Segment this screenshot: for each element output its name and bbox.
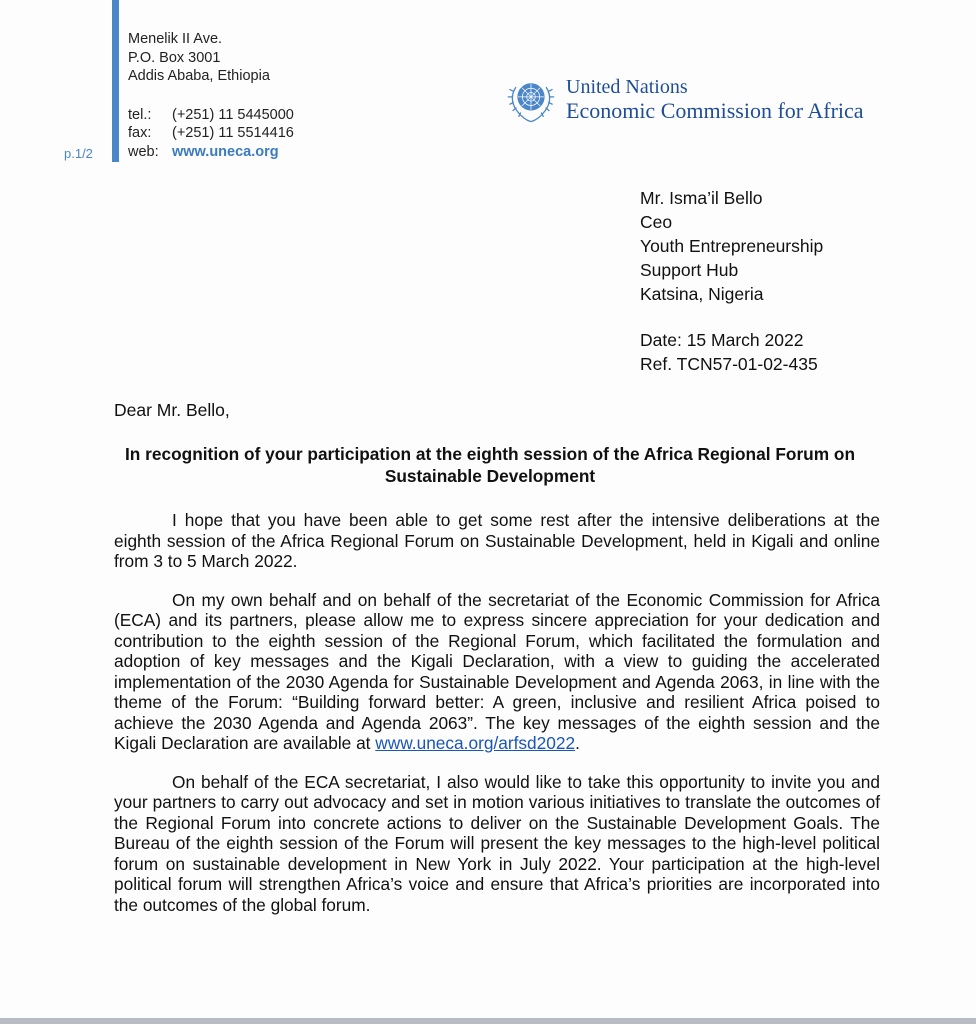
fax-label: fax: xyxy=(128,125,152,141)
recipient-name: Mr. Isma’il Bello xyxy=(640,188,763,208)
un-emblem-icon xyxy=(504,72,558,126)
letter-date: Date: 15 March 2022 xyxy=(640,330,804,350)
arfsd-link[interactable]: www.uneca.org/arfsd2022 xyxy=(375,733,576,753)
organization-name xyxy=(566,76,864,122)
letterhead-accent-bar xyxy=(112,0,119,162)
tel-value: (+251) 11 5445000 xyxy=(172,106,294,123)
fax-value: (+251) 11 5514416 xyxy=(172,125,294,141)
website-link[interactable]: www.uneca.org xyxy=(172,143,279,160)
letterhead-address-block xyxy=(128,30,294,161)
tel-line xyxy=(128,106,294,125)
address-line: P.O. Box 3001 xyxy=(128,49,221,66)
paragraph-2 xyxy=(114,590,880,754)
recipient-location: Katsina, Nigeria xyxy=(640,284,764,304)
paragraph-3: On behalf of the ECA secretariat, I also would like to take this opportunity to invite you and your partners to carry out advocacy and set in motion various initiatives to translate the outcomes of the Regional Forum into concrete actions to deliver on the Sustainable Development Goals. The Bureau of the eighth session of the Forum will present the key messages to the high-level political forum on sustainable development in New York in July 2022. Your participation at the high-level political forum will strengthen Africa’s voice and ensure that Africa’s priorities are incorporated into the outcomes of the global forum. xyxy=(114,771,880,915)
paragraph-1: I hope that you have been able to get some rest after the intensive deliberations at the eighth session of the Africa Regional Forum on Sustainable Development, held in Kigali and online from 3 to 5 March 2022. xyxy=(114,510,880,571)
recipient-block xyxy=(640,186,823,376)
fax-line xyxy=(128,124,294,143)
recipient-org-line: Youth Entrepreneurship xyxy=(640,236,824,256)
web-line xyxy=(128,143,294,162)
web-label: web: xyxy=(128,143,159,160)
letter-reference: Ref. TCN57-01-02-435 xyxy=(640,354,818,374)
paragraph-2-text: On my own behalf and on behalf of the secretariat of the Economic Commission for Africa (ECA) and its partners, please allow me to express sincere appreciation for your dedication and contribution to the eighth session of the Regional Forum, which facilitated the formulation and adoption of key messages and the Kigali Declaration, with a view to guiding the accelerated implementation of the 2030 Agenda for Sustainable Development and Agenda 2063, in line with the theme of the Forum: “Building forward better: A green, inclusive and resilient Africa poised to achieve the 2030 Agenda and Agenda 2063”. The key messages of the eighth session and the Kigali Declaration are available at xyxy=(114,589,880,753)
letter-body xyxy=(114,510,880,933)
org-name-line2: Economic Commission for Africa xyxy=(566,98,864,123)
recipient-title: Ceo xyxy=(640,212,673,232)
page-bottom-edge xyxy=(0,1018,976,1024)
tel-label: tel.: xyxy=(128,106,152,123)
address-line: Menelik II Ave. xyxy=(128,31,223,47)
paragraph-2-end: . xyxy=(575,733,580,753)
page-marker: p.1/2 xyxy=(64,146,93,161)
recipient-org-line: Support Hub xyxy=(640,260,739,280)
letter-subject: In recognition of your participation at the eighth session of the Africa Regional Forum on Sustainable Development xyxy=(124,444,855,486)
org-name-line1: United Nations xyxy=(566,76,688,98)
address-line: Addis Ababa, Ethiopia xyxy=(128,68,270,84)
salutation: Dear Mr. Bello, xyxy=(114,400,230,420)
